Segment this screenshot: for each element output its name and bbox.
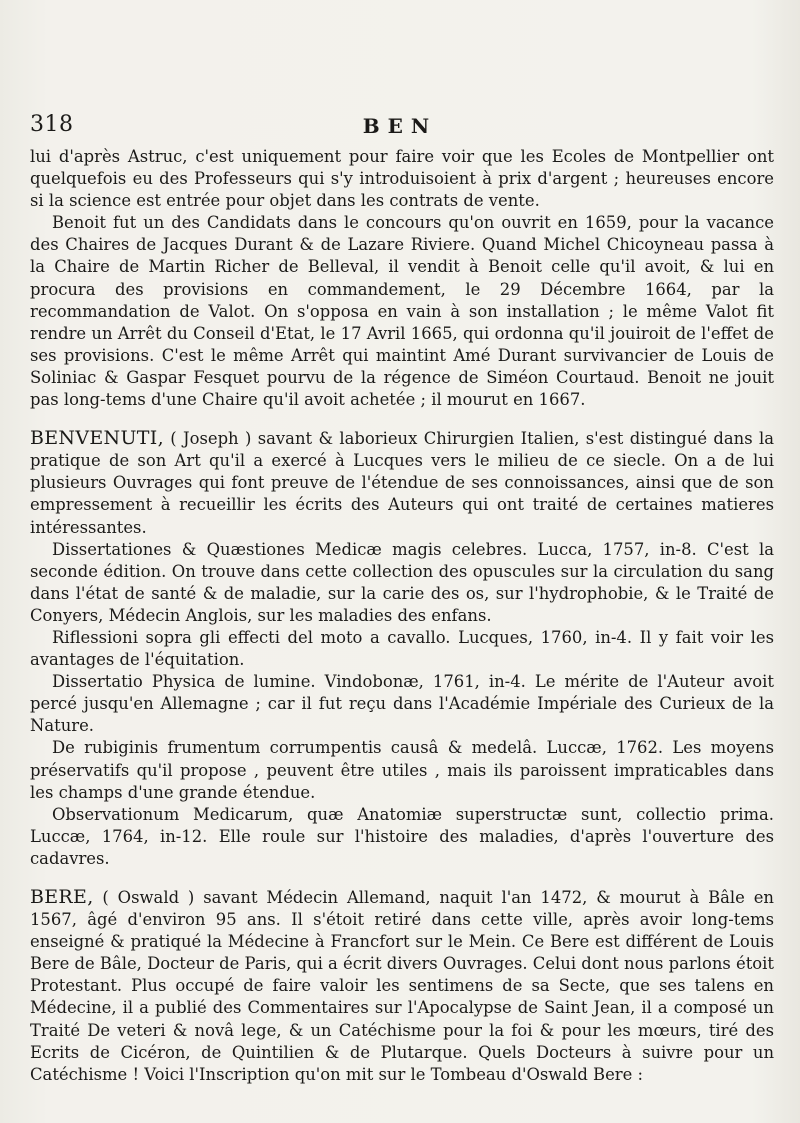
paragraph-riflessioni: Riflessioni sopra gli effecti del moto a cavallo. Lucques, 1760, in-4. Il y fait voir les avantages de l'équitation. xyxy=(30,627,774,670)
paragraph-dissertatio-physica: Dissertatio Physica de lumine. Vindobonæ, 1761, in-4. Le mérite de l'Auteur avoit percé jusqu'en Allemagne ; car il fut reçu dans l'Académie Impériale des Curieux de la Nature. xyxy=(30,672,774,736)
entry-text: ( Oswald ) savant Médecin Allemand, naquit l'an 1472, & mourut à Bâle en 1567, âgé d'environ 95 ans. Il s'étoit retiré dans cette ville, après avoir long-tems enseigné & pratiqué la Médecine à Francfort sur le Mein. Ce Bere est différent de Louis Bere de Bâle, Docteur de Paris, qui a écrit divers Ouvrages. Celui dont nous parlons étoit Protestant. Plus occupé de faire valoir les sentimens de sa Secte, que ses talens en Médecine, il a publié des Commentaires sur l'Apocalypse de Saint Jean, il a composé un Traité De veteri & novâ lege, & un Catéchisme pour la foi & pour les mœurs, tiré des Ecrits de Cicéron, de Quintilien & de Plutarque. Quels Docteurs à suivre pour un Catéchisme ! Voici l'Inscription qu'on mit sur le Tombeau d'Oswald Bere : xyxy=(30,888,774,1084)
page-body xyxy=(30,146,774,1086)
entry-benvenuti xyxy=(30,427,774,538)
paragraph-de-rubiginis: De rubiginis frumentum corrumpentis causâ & medelâ. Luccæ, 1762. Les moyens préservatifs qu'il propose , peuvent être utiles , mais ils paroissent impraticables dans les champs d'une grande étendue. xyxy=(30,738,774,802)
entry-headword: BENVENUTI, xyxy=(30,427,164,450)
paragraph-observationum: Observationum Medicarum, quæ Anatomiæ superstructæ sunt, collectio prima. Luccæ, 1764, in-12. Elle roule sur l'histoire des maladies, d'après l'ouverture des cadavres. xyxy=(30,804,774,868)
running-head: BEN xyxy=(362,114,438,138)
paragraph-benoit: Benoit fut un des Candidats dans le concours qu'on ouvrit en 1659, pour la vacance des Chaires de Jacques Durant & de Lazare Riviere. Quand Michel Chicoyneau passa à la Chaire de Martin Richer de Belleval, il vendit à Benoit celle qu'il avoit, & lui en procura des provisions en commandement, le 29 Décembre 1664, par la recommandation de Valot. On s'opposa en vain à son installation ; le même Valot fit rendre un Arrêt du Conseil d'Etat, le 17 Avril 1665, qui ordonna qu'il jouiroit de l'effet de ses provisions. C'est le même Arrêt qui maintint Amé Durant survivancier de Louis de Soliniac & Gaspar Fesquet pourvu de la régence de Siméon Courtaud. Benoit ne jouit pas long-tems d'une Chaire qu'il avoit achetée ; il mourut en 1667. xyxy=(30,213,774,410)
entry-headword: BERE, xyxy=(30,886,94,908)
page-header xyxy=(30,112,770,142)
entry-text: ( Joseph ) savant & laborieux Chirurgien Italien, s'est distingué dans la pratique de son Art qu'il a exercé à Lucques vers le milieu de ce siecle. On a de lui plusieurs Ouvrages qui font preuve de l'étendue de ses connoissances, ainsi que de son empressement à recueillir les écrits des Auteurs qui ont traité de certaines matieres intéressantes. xyxy=(30,429,774,537)
paragraph-continuation: lui d'après Astruc, c'est uniquement pour faire voir que les Ecoles de Montpellier ont quelquefois eu des Professeurs qui s'y introduisoient à prix d'argent ; heureuses encore si la science est entrée pour objet dans les contrats de vente. xyxy=(30,147,774,211)
entry-bere xyxy=(30,886,774,1086)
page-number: 318 xyxy=(30,112,74,137)
paragraph-dissertationes: Dissertationes & Quæstiones Medicæ magis celebres. Lucca, 1757, in-8. C'est la seconde édition. On trouve dans cette collection des opuscules sur la circulation du sang dans l'état de santé & de maladie, sur la carie des os, sur l'hydrophobie, & le Traité de Conyers, Médecin Anglois, sur les maladies des enfans. xyxy=(30,539,774,625)
